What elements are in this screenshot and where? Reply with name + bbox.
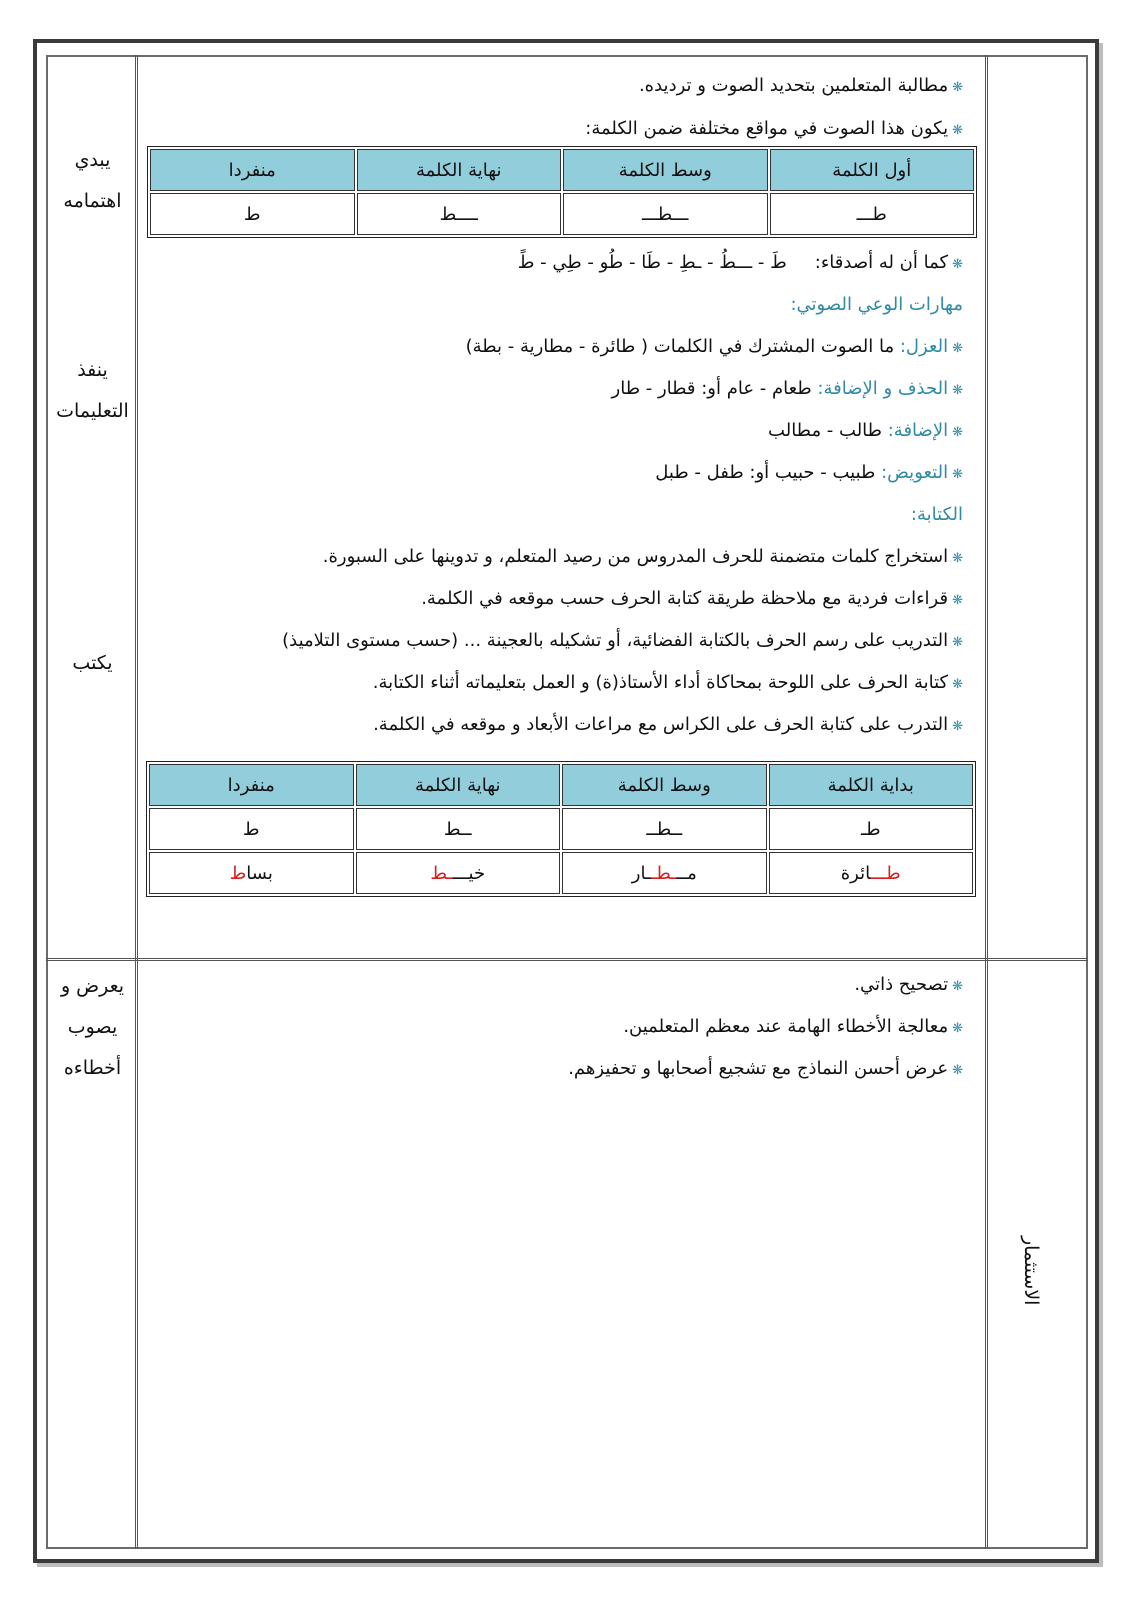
bullet-icon: ❋ [952, 467, 963, 482]
divider-horizontal [46, 958, 1088, 961]
example-word: مـــطــار [562, 852, 767, 894]
line-isolation: ❋العزل: ما الصوت المشترك في الكلمات ( طائرة - مطارية - بطة) [465, 336, 963, 357]
line-writing-2: ❋قراءات فردية مع ملاحظة طريقة كتابة الحرف حسب موقعه في الكلمة. [421, 588, 963, 609]
writing-title: الكتابة: [910, 504, 963, 525]
table-header: بداية الكلمة [769, 764, 974, 806]
writing-positions-table [146, 761, 976, 897]
label-investment: الاستثمار [1020, 1236, 1042, 1306]
line-writing-4: ❋كتابة الحرف على اللوحة بمحاكاة أداء الأستاذ(ة) و العمل بتعليماته أثناء الكتابة. [372, 672, 963, 693]
line-writing-3: ❋التدريب على رسم الحرف بالكتابة الفضائية، أو تشكيله بالعجينة ... (حسب مستوى التلاميذ) [282, 630, 963, 651]
line-identify-sound: ❋مطالبة المتعلمين بتحديد الصوت و ترديده. [638, 75, 963, 96]
letter-positions-table [147, 146, 977, 238]
bullet-icon: ❋ [952, 425, 963, 440]
line-best-models: ❋عرض أحسن النماذج مع تشجيع أصحابها و تحفيزهم. [568, 1058, 963, 1079]
divider-right [985, 55, 988, 1549]
bullet-icon: ❋ [952, 123, 963, 138]
table-cell: ــطــ [562, 808, 767, 850]
line-writing-1: ❋استخراج كلمات متضمنة للحرف المدروس من رصيد المتعلم، و تدوينها على السبورة. [322, 546, 963, 567]
table-header: وسط الكلمة [562, 764, 767, 806]
bullet-icon: ❋ [952, 80, 963, 95]
bullet-icon: ❋ [952, 383, 963, 398]
example-word: بساط [149, 852, 354, 894]
label-writes: يكتب [72, 652, 113, 674]
table-header: نهاية الكلمة [357, 149, 562, 191]
table-header: منفردا [150, 149, 355, 191]
label-corrects: يعرض و يصوب أخطاءه [60, 975, 125, 1079]
table-cell: طـــ [770, 193, 975, 235]
line-self-correction: ❋تصحيح ذاتي. [854, 974, 963, 995]
line-sound-positions: ❋يكون هذا الصوت في مواقع مختلفة ضمن الكلمة: [585, 118, 963, 139]
table-header: نهاية الكلمة [356, 764, 561, 806]
bullet-icon: ❋ [952, 257, 963, 272]
table-cell: ـــطـــ [563, 193, 768, 235]
divider-left [135, 55, 138, 1549]
bullet-icon: ❋ [952, 593, 963, 608]
table-header: أول الكلمة [770, 149, 975, 191]
bullet-icon: ❋ [952, 719, 963, 734]
table-cell: ط [149, 808, 354, 850]
table-header: منفردا [149, 764, 354, 806]
bullet-icon: ❋ [952, 551, 963, 566]
table-cell: ط [150, 193, 355, 235]
label-instructions: ينفذ التعليمات [56, 359, 129, 422]
line-addition: ❋الإضافة: طالب - مطالب [768, 420, 963, 441]
table-cell: ــط [356, 808, 561, 850]
table-cell: ــــط [357, 193, 562, 235]
bullet-icon: ❋ [952, 1063, 963, 1078]
line-error-treatment: ❋معالجة الأخطاء الهامة عند معظم المتعلمين. [623, 1016, 963, 1037]
label-interest: يبدي اهتمامه [63, 149, 122, 212]
line-substitution: ❋التعويض: طبيب - حبيب أو: طفل - طبل [655, 462, 963, 483]
bullet-icon: ❋ [952, 635, 963, 650]
line-friends: ❋كما أن له أصدقاء:طَ - ـــطُ - ـطِ - طَا - طُو - طِي - طً [517, 252, 963, 273]
line-writing-5: ❋التدرب على كتابة الحرف على الكراس مع مراعات الأبعاد و موقعه في الكلمة. [373, 714, 963, 735]
bullet-icon: ❋ [952, 1021, 963, 1036]
example-word: طـــائرة [769, 852, 974, 894]
bullet-icon: ❋ [952, 677, 963, 692]
example-word: خيــــط [356, 852, 561, 894]
bullet-icon: ❋ [952, 341, 963, 356]
bullet-icon: ❋ [952, 979, 963, 994]
table-cell: طـ [769, 808, 974, 850]
table-header: وسط الكلمة [563, 149, 768, 191]
phonological-title: مهارات الوعي الصوتي: [790, 294, 963, 315]
line-deletion: ❋الحذف و الإضافة: طعام - عام أو: قطار - طار [611, 378, 963, 399]
